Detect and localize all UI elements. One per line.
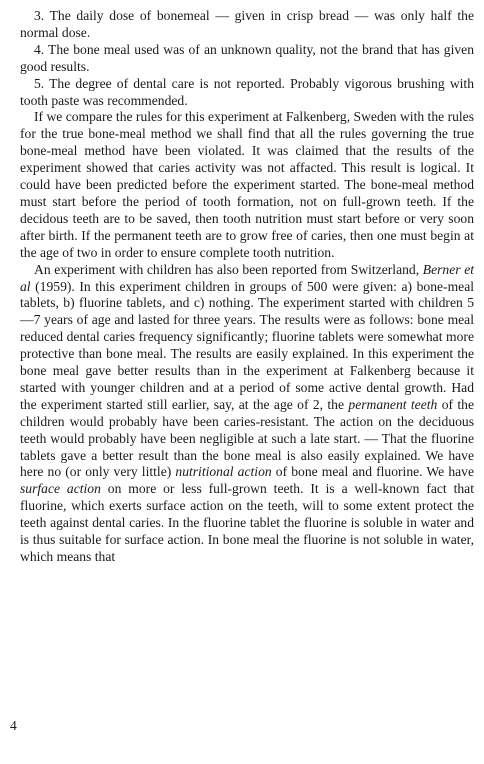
page-number: 4: [10, 718, 17, 733]
emphasis-permanent-teeth: permanent teeth: [348, 396, 438, 412]
citation-authors: Berner et al: [20, 261, 474, 294]
emphasis-nutritional-action: nutritional action: [175, 464, 272, 480]
paragraph-falkenberg: If we compare the rules for this experiment at Falkenberg, Sweden with the rules for the true bone-meal method we shall find that all the rules governing the true bone-meal method have been violated. It was claimed that the results of the experiment showed that caries activity was not affacted. This result is logical. It could have been predicted before the experiment started. The bone-meal method must start before the period of tooth formation, not on full-grown teeth. If the decidous teeth are to be saved, then tooth nutrition must start before or very soon after birth. If the permanent teeth are to grow free of caries, then one must begin at the age of two in order to ensure complete tooth nutrition.: [20, 109, 474, 260]
paragraph-switzerland: An experiment with children has also been reported from Switzerland, Berner et al (1959). In this experiment children in groups of 500 were given: a) bone-meal tablets, b) fluorine tablets, and c) nothing. The experiment started with children 5—7 years of age and lasted for three years. The results were as follows: bone meal reduced dental caries frequency significantly; fluorine tablets were somewhat more protective than bone meal. The results are easily explained. In this experiment the bone meal gave better results than in the experiment at Falkenberg because it started with younger children and at a period of some active dental growth. Had the experiment started still earlier, say, at the age of 2, the permanent teeth of the children would probably have been caries-resistant. The action on the deciduous teeth would probably have been negligible at such a late start. — That the fluorine tablets gave a better result than the bone meal is also easily explained. We have here no (or only very little) nutritional action of bone meal and fluorine. We have surface action on more or less full-grown teeth. It is a well-known fact that fluorine, which exerts surface action on the teeth, will to some extent protect the teeth against dental caries. In the fluorine tablet the fluorine is soluble in water and is thus suitable for surface action. In bone meal the fluorine is not soluble in water, which means that: [20, 261, 474, 564]
emphasis-surface-action: surface action: [20, 481, 101, 497]
paragraph-item-3: 3. The daily dose of bonemeal — given in crisp bread — was only half the normal dose.: [20, 8, 474, 40]
paragraph-item-5: 5. The degree of dental care is not reported. Probably vigorous brushing with tooth paste was recommended.: [20, 75, 474, 108]
paragraph-item-4: 4. The bone meal used was of an unknown quality, not the brand that has given good results.: [20, 41, 474, 74]
